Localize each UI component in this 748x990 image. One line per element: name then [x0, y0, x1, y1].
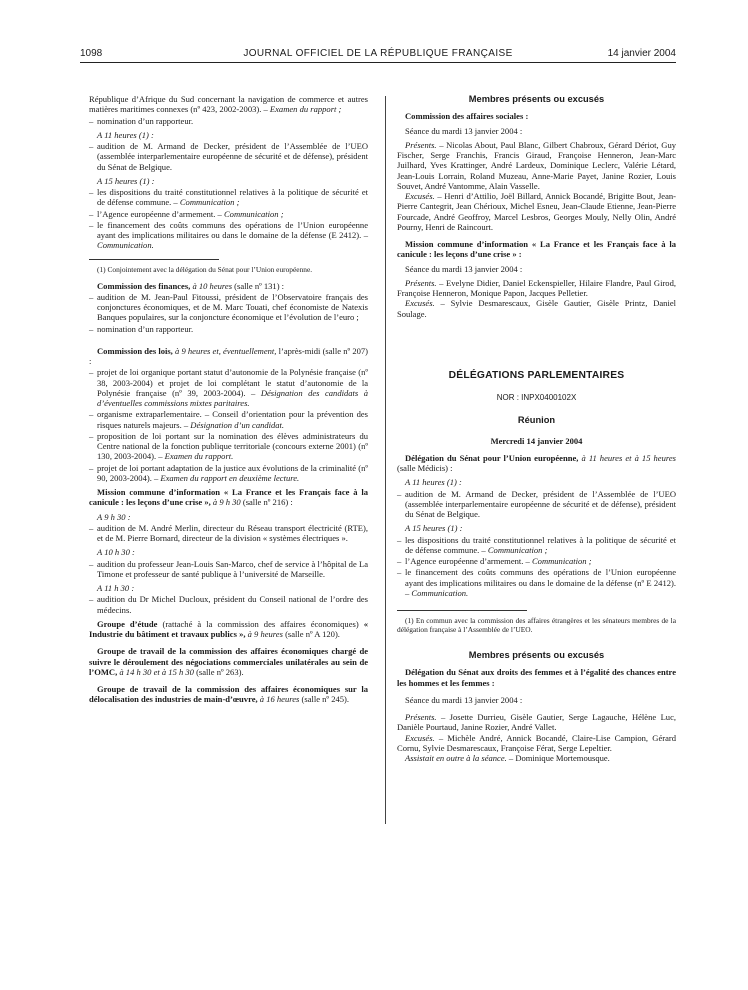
journal-title: JOURNAL OFFICIEL DE LA RÉPUBLIQUE FRANÇAISE: [243, 48, 513, 59]
groupe-delocalisation: Groupe de travail de la commission des affaires économiques sur la délocalisation des industries de main-d’œuvre, à 16 heures (salle nº 245).: [89, 684, 368, 705]
header-rule: [80, 62, 676, 63]
list-item: – audition de M. Armand de Decker, président de l’Assemblée de l’UEO (assemblée interparlementaire européenne de sécurité et de défense), président du Sénat de Belgique.: [89, 141, 368, 172]
list-item: – projet de loi portant adaptation de la justice aux évolutions de la criminalité (nº 90, 2003-2004). – Examen du rapport en deuxième lecture.: [89, 462, 368, 483]
footnote: (1) En commun avec la commission des affaires étrangères et les sénateurs membres de la délégation française à l’Assemblée de l’UEO.: [397, 616, 676, 634]
issue-date: 14 janvier 2004: [607, 48, 676, 59]
list-item: – les dispositions du traité constitutionnel relatives à la politique de sécurité et de défense commune. – Communication ;: [89, 187, 368, 208]
presents-list: Présents. – Evelyne Didier, Daniel Eckenspieller, Hilaire Flandre, Paul Girod, Françoise Henneron, Monique Papon, Jacques Pelletier.: [397, 277, 676, 298]
groupe-omc: Groupe de travail de la commission des affaires économiques chargé de suivre le déroulement des négociations commerciales unilatérales au sein de l’OMC, à 14 h 30 et à 15 h 30 (salle nº 263).: [89, 646, 368, 677]
section-heading: Membres présents ou excusés: [468, 94, 605, 104]
page-number: 1098: [80, 48, 103, 59]
list-item: – nomination d’un rapporteur.: [89, 115, 194, 126]
list-item: – proposition de loi portant sur la nomination des élèves administrateurs du Centre national de la fonction publique territoriale (concours externe 2001) (nº 130, 2003-2004). – Examen du rapport.: [89, 430, 368, 462]
list-item: – l’Agence européenne d’armement. – Communication ;: [397, 556, 592, 566]
seance-date: Séance du mardi 13 janvier 2004 :: [405, 125, 523, 136]
list-item: – audition de M. Jean-Paul Fitoussi, président de l’Observatoire français des conjonctures économiques, et de M. Marc Touati, chef économiste de Natexis Banques populaires, sur la conjoncture économique et l’évolution de l’euro ;: [89, 291, 368, 323]
list-item: – l’Agence européenne d’armement. – Communication ;: [89, 208, 284, 219]
delegation-droits-femmes: Délégation du Sénat aux droits des femmes et à l’égalité des chances entre les hommes et les femmes :: [397, 667, 676, 688]
groupe-etude: Groupe d’étude (rattaché à la commission des affaires économiques) « Industrie du bâtiment et travaux publics », à 9 heures (salle nº A 120).: [89, 618, 368, 639]
intro-paragraph: République d’Afrique du Sud concernant la navigation de commerce et autres matières maritimes connexes (nº 423, 2002-2003). – Examen du rapport ;: [89, 94, 368, 115]
presents-list: Présents. – Nicolas About, Paul Blanc, Gilbert Chabroux, Gérard Dériot, Guy Fischer, Serge Franchis, Francis Giraud, Françoise Henneron, Jean-Marc Juilhard, Yves Krattinger, André Lardeux, Dominique Leclerc, Valérie Létard, Jean-Louis Lorrain, Roland Muzeau, Anne-Marie Payet, Janine Rozier, Louis Souvet, André Vantomme, Alain Vasselle.: [397, 139, 677, 191]
list-item: – audition de M. Armand de Decker, président de l’Assemblée de l’UEO (assemblée interparlementaire européenne de sécurité et de défense), président du Sénat de Belgique.: [397, 488, 676, 519]
excuses-list: Excusés. – Michèle André, Annick Bocandé, Claire-Lise Campion, Gérard Cornu, Sylvie Desmarescaux, Françoise Férat, Serge Lepeltier.: [397, 732, 676, 753]
seance-date: Séance du mardi 13 janvier 2004 :: [405, 694, 523, 705]
column-divider: [385, 96, 386, 824]
delegation-union-europeenne: Délégation du Sénat pour l’Union européenne, à 11 heures et à 15 heures (salle Médicis) :: [397, 452, 677, 473]
assistait-line: Assistait en outre à la séance. – Dominique Mortemousque.: [405, 753, 610, 763]
excuses-list: Excusés. – Henri d’Attilio, Joël Billard, Annick Bocandé, Brigitte Bout, Jean-Pierre Cantegrit, Jean Chérioux, Michel Esneu, Jean-Claude Etienne, Jean-Pierre Fourcade, André Geoffroy, Marcel Lesbros, Georges Mouly, Nelly Olin, André Pourny, Henri de Raincourt.: [397, 191, 677, 232]
nor-reference: NOR : INPX0400102X: [496, 393, 577, 402]
mission-canicule: Mission commune d’information « La France et les Français face à la canicule : les leçons d’une crise », à 9 h 30 (salle nº 216) :: [89, 487, 368, 508]
time-heading: A 11 h 30 :: [97, 583, 135, 593]
list-item: – audition du professeur Jean-Louis San-Marco, chef de service à l’hôpital de La Timone et professeur de santé publique à l’université de Marseille.: [89, 558, 368, 579]
right-column: [397, 94, 676, 763]
page-header: [80, 46, 676, 62]
commission-affaires-sociales: Commission des affaires sociales :: [405, 111, 529, 122]
time-heading: A 15 heures (1) :: [97, 175, 155, 186]
list-item: – nomination d’un rapporteur.: [89, 323, 194, 334]
excuses-list: Excusés. – Sylvie Desmarescaux, Gisèle Gautier, Gisèle Printz, Daniel Soulage.: [397, 298, 676, 319]
commission-finances: Commission des finances, à 10 heures (salle nº 131) :: [97, 280, 285, 291]
footnote-rule: [397, 610, 527, 611]
footnote: (1) Conjointement avec la délégation du Sénat pour l’Union européenne.: [97, 264, 313, 274]
section-heading: Membres présents ou excusés: [468, 650, 605, 660]
left-column: [89, 94, 368, 705]
footnote-rule: [89, 259, 219, 260]
time-heading: A 10 h 30 :: [97, 547, 135, 558]
list-item: – organisme extraparlementaire. – Conseil d’orientation pour la prévention des risques naturels majeurs. – Désignation d’un candidat.: [89, 409, 368, 430]
delegations-heading: DÉLÉGATIONS PARLEMENTAIRES: [448, 369, 625, 381]
time-heading: A 9 h 30 :: [97, 511, 131, 522]
time-heading: A 11 heures (1) :: [405, 477, 462, 488]
list-item: – le financement des coûts communs des opérations de l’Union européenne ayant des implications militaires ou dans le domaine de la défense (E 2412). – Communication.: [89, 219, 368, 251]
commission-lois: Commission des lois, à 9 heures et, éventuellement, l’après-midi (salle nº 207) :: [89, 345, 369, 366]
list-item: – le financement des coûts communs des opérations de l’Union européenne ayant des implications militaires ou dans le domaine de la défense (nº E 2412). – Communication.: [397, 567, 676, 598]
time-heading: A 15 heures (1) :: [405, 523, 463, 534]
list-item: – audition du Dr Michel Ducloux, président du Conseil national de l’ordre des médecins.: [89, 594, 368, 615]
time-heading: A 11 heures (1) :: [97, 129, 154, 140]
seance-date: Séance du mardi 13 janvier 2004 :: [405, 263, 523, 274]
presents-list: Présents. – Josette Durrieu, Gisèle Gautier, Serge Lagauche, Hélène Luc, Danièle Pourtaud, Janine Rozier, André Vallet.: [397, 712, 676, 733]
reunion-heading: Réunion: [517, 415, 556, 426]
list-item: – audition de M. André Merlin, directeur du Réseau transport électricité (RTE), et de M. Pierre Bornard, directeur de la division « systèmes électriques ».: [89, 522, 368, 543]
list-item: – projet de loi organique portant statut d’autonomie de la Polynésie française (nº 38, 2003-2004) et projet de loi complétant le statut d’autonomie de la Polynésie française (nº 39, 2003-2004). – Désignation des candidats à d’éventuelles commissions mixtes paritaires.: [89, 367, 368, 408]
date-heading: Mercredi 14 janvier 2004: [490, 435, 583, 446]
mission-canicule-title: Mission commune d’information « La France et les Français face à la canicule : les leçons d’une crise » :: [397, 239, 676, 260]
list-item: – les dispositions du traité constitutionnel relatives à la politique de sécurité et de défense commune. – Communication ;: [397, 534, 676, 555]
